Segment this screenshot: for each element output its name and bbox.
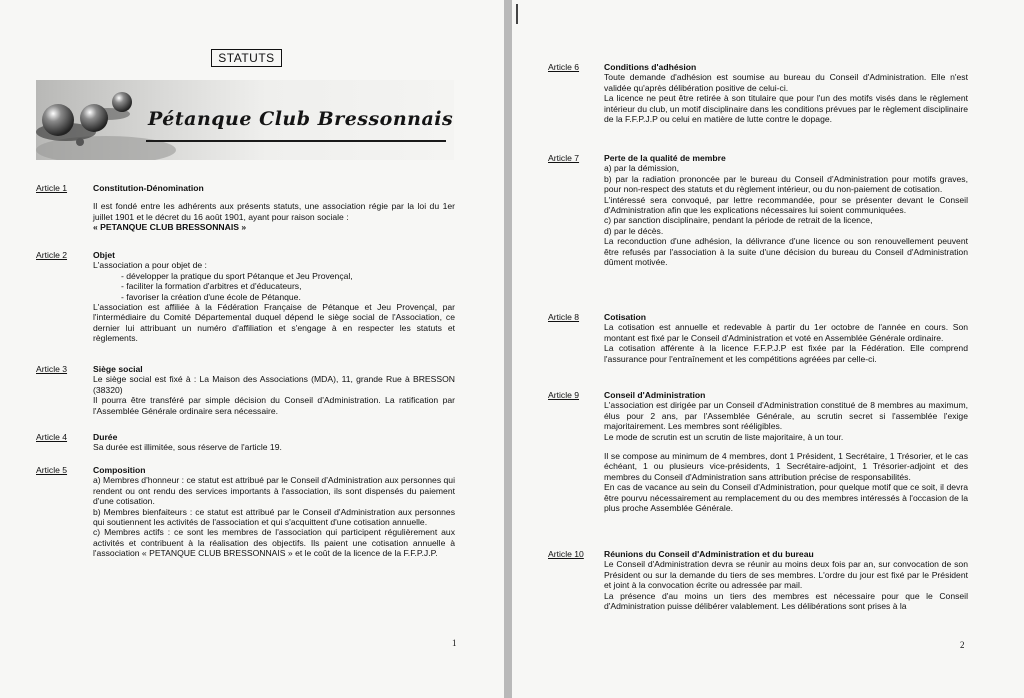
article-title: Cotisation	[604, 312, 647, 322]
list-item: - faciliter la formation d'arbitres et d'éducateurs,	[121, 281, 302, 292]
article-9-label: Article 9	[548, 390, 580, 400]
article-text: Il se compose au minimum de 4 membres, dont 1 Président, 1 Secrétaire, 1 Trésorier, et le cas échéant, 1 ou plusieurs vice-présidents, 1 Secrétaire-adjoint, 1 Trésorier-adjoint et des membres du Conseil d'Administration sans attribution précise de responsabilités.	[604, 451, 968, 482]
article-text: a) Membres d'honneur : ce statut est attribué par le Conseil d'Administration aux personnes qui rendent ou ont rendu des services importants à l'association, ils sont dispensés du paiement d'une cotisation.	[93, 475, 455, 507]
article-text: En cas de vacance au sein du Conseil d'Administration, pour quelque motif que ce soit, il devra être pourvu nécessairement au remplacement du ou des membres intéressés à l'occasion de la plus proche Assemblée Générale.	[604, 482, 968, 514]
list-item: - développer la pratique du sport Pétanque et Jeu Provençal,	[121, 270, 353, 281]
article-title: Siège social	[93, 364, 143, 374]
article-8	[604, 312, 968, 364]
article-text: d) par le décès.	[604, 225, 664, 236]
article-text: b) Membres bienfaiteurs : ce statut est attribué par le Conseil d'Administration aux personnes qui soutiennent les activités de l'association et qui s'acquittent d'une cotisation annuelle.	[93, 506, 455, 528]
article-text: L'association a pour objet de :	[93, 260, 207, 271]
article-text: Il pourra être transféré par simple décision du Conseil d'Administration. La ratification par l'Assemblée Générale ordinaire sera nécessaire.	[93, 395, 455, 416]
article-title: Objet	[93, 250, 115, 260]
club-name-bold: « PETANQUE CLUB BRESSONNAIS »	[93, 222, 247, 233]
article-title: Réunions du Conseil d'Administration et du bureau	[604, 549, 814, 559]
article-10-label: Article 10	[548, 549, 584, 559]
article-text: Sa durée est illimitée, sous réserve de l'article 19.	[93, 442, 282, 453]
club-name-logo: Pétanque Club Bressonnais	[148, 108, 454, 130]
article-4-label: Article 4	[36, 432, 68, 442]
article-text: a) par la démission,	[604, 163, 679, 174]
article-text: La présence d'au moins un tiers des membres est nécessaire pour que le Conseil d'Administration puisse délibérer valablement. Les délibérations sont prises à la	[604, 590, 968, 612]
article-text: La reconduction d'une adhésion, la délivrance d'une licence ou son renouvellement peuvent être refusés par l'association à la suite d'une décision du bureau du Conseil d'Administration dûment motivée.	[604, 236, 968, 268]
article-title: Perte de la qualité de membre	[604, 153, 726, 163]
scan-edge-mark	[516, 4, 518, 24]
article-text: La cotisation afférente à la licence F.F.P.J.P est fixée par la Fédération. Elle comprend l'assurance pour l'entraînement et les compétitions agréées par celle-ci.	[604, 343, 968, 364]
page-number: 1	[452, 638, 457, 648]
article-1	[93, 183, 455, 233]
article-text: Le siège social est fixé à : La Maison des Associations (MDA), 11, grande Rue à BRESSON (38320)	[93, 374, 455, 395]
article-3	[93, 364, 455, 416]
article-10	[604, 549, 968, 611]
article-text: Toute demande d'adhésion est soumise au bureau du Conseil d'Administration. Elle n'est validée qu'après délibération positive de celui-ci.	[604, 72, 968, 93]
article-title: Conseil d'Administration	[604, 390, 706, 400]
article-title: Durée	[93, 432, 118, 442]
article-title: Constitution-Dénomination	[93, 183, 204, 193]
article-title: Composition	[93, 465, 146, 475]
document-page-1	[0, 0, 504, 698]
article-text: La cotisation est annuelle et redevable à partir du 1er octobre de l'année en cours. Son montant est fixé par le Conseil d'Administration et voté en Assemblée Générale ordinaire.	[604, 322, 968, 343]
article-title: Conditions d'adhésion	[604, 62, 697, 72]
article-3-label: Article 3	[36, 364, 68, 374]
document-page-2	[512, 0, 1024, 698]
article-text: L'intéressé sera convoqué, par lettre recommandée, pour se présenter devant le Conseil d'Administration afin que les explications nécessaires lui soient communiquées.	[604, 194, 968, 216]
article-2-label: Article 2	[36, 250, 68, 260]
article-4	[93, 432, 455, 453]
article-text: Le Conseil d'Administration devra se réunir au moins deux fois par an, sur convocation de son Président ou sur la demande du tiers de ses membres. L'ordre du jour est fixé par le Président et joint à la convocation écrite ou adressée par mail.	[604, 559, 968, 591]
article-text: La licence ne peut être retirée à son titulaire que pour l'un des motifs visés dans le règlement intérieur du club, un motif disciplinaire dans les conditions prévues par le règlement disciplinaire de la F.F.P.J.P ou celui en matière de lutte contre le dopage.	[604, 93, 968, 125]
article-text: Il est fondé entre les adhérents aux présents statuts, une association régie par la loi du 1er juillet 1901 et le décret du 16 août 1901, ayant pour raison sociale :	[93, 201, 455, 222]
article-7-label: Article 7	[548, 153, 580, 163]
club-banner	[36, 80, 454, 160]
article-9	[604, 390, 968, 513]
article-6-label: Article 6	[548, 62, 580, 72]
article-5-label: Article 5	[36, 465, 68, 475]
banner-underline	[146, 140, 446, 142]
article-7	[604, 153, 968, 267]
article-text: c) Membres actifs : ce sont les membres de l'association qui participent régulièrement aux activités et contribuent à la réalisation des objectifs. Ils paient une cotisation annuelle à l'association « PETANQUE CLUB BRESSONNAIS » et le coût de la licence de la F.F.P.J.P.	[93, 527, 455, 559]
page-number: 2	[960, 640, 965, 650]
article-2	[93, 250, 455, 344]
article-8-label: Article 8	[548, 312, 580, 322]
list-item: - favoriser la création d'une école de Pétanque.	[121, 291, 301, 302]
article-6	[604, 62, 968, 124]
article-1-label: Article 1	[36, 183, 68, 193]
article-5	[93, 465, 455, 559]
article-text: c) par sanction disciplinaire, pendant la période de retrait de la licence,	[604, 215, 873, 226]
article-text: L'association est dirigée par un Conseil d'Administration constitué de 8 membres au maximum, élus pour 2 ans, par l'Assemblée Générale, au scrutin secret si l'assemblée l'exige majoritairement. Les membres sont rééligibles.	[604, 400, 968, 432]
article-text: b) par la radiation prononcée par le bureau du Conseil d'Administration pour motifs graves, pour non-respect des statuts et du règlement intérieur, ou du non-paiement de cotisation.	[604, 173, 968, 195]
article-text: L'association est affiliée à la Fédération Française de Pétanque et Jeu Provençal, par l'intermédiaire du Comité Départemental duquel dépend le siège social de l'Association, ce dernier lui attribuant un numéro d'affiliation et s'engage à en respecter les statuts et règlements.	[93, 302, 455, 344]
document-heading: STATUTS	[211, 49, 282, 67]
article-text: Le mode de scrutin est un scrutin de liste majoritaire, à un tour.	[604, 431, 844, 442]
